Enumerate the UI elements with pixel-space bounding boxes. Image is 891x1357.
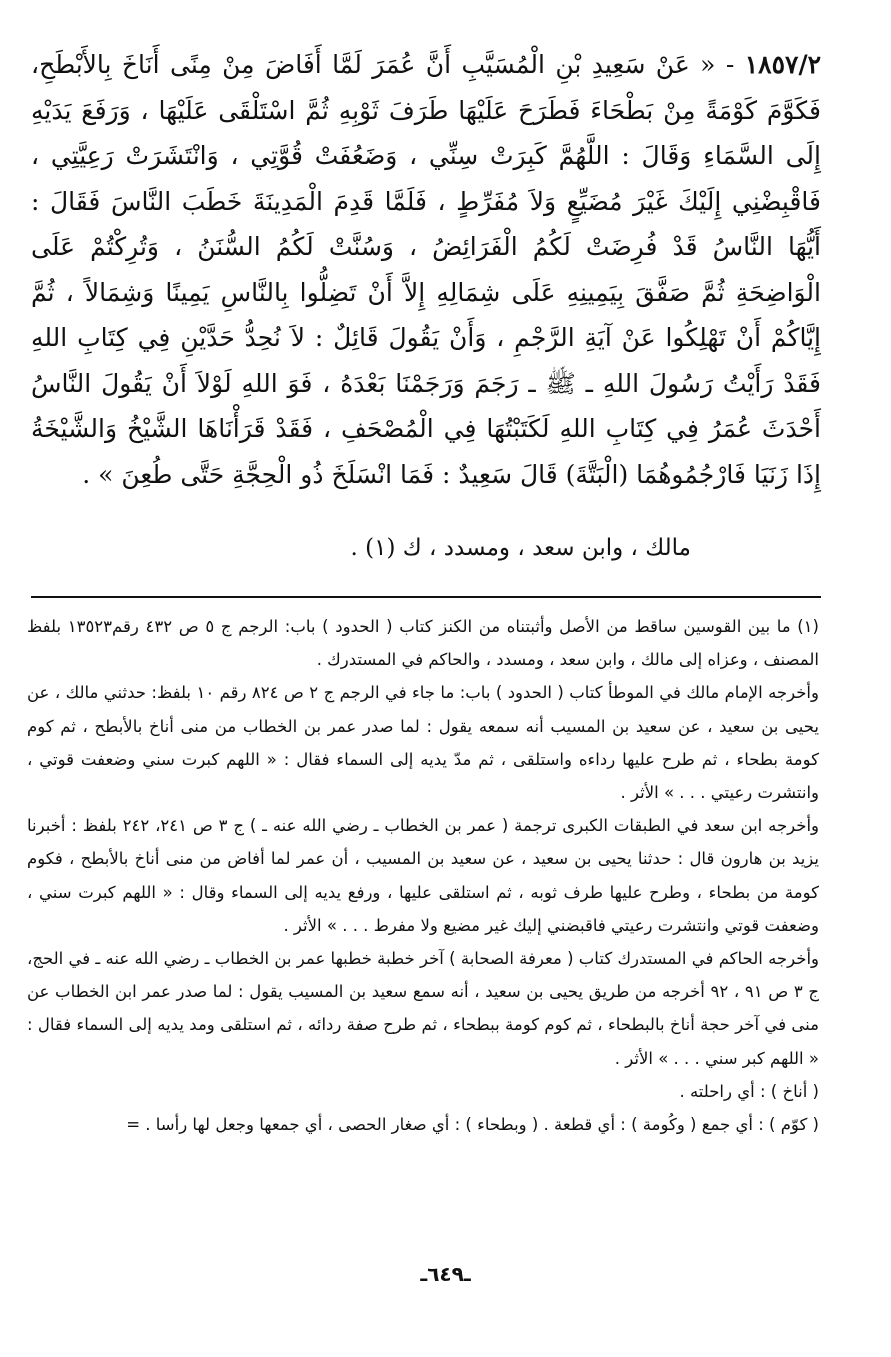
footnote-paragraph: وأخرجه الإمام مالك في الموطأ كتاب ( الحدود ) باب: ما جاء في الرجم ج ٢ ص ٨٢٤ رقم ١٠ بلفظ: حدثني مالك ، عن يحيى بن سعيد ، عن سعيد بن المسيب أنه سمعه يقول : لما صدر عمر بن الخطاب من منى أناخ بالأبطح ، ثم كوم كومة بطحاء ، ثم طرح عليها رداءه واستلقى ، ثم مدّ يديه إلى السماء فقال : « اللهم كبرت سني وضعفت قوتي ، وانتشرت رعيتي . . . » الأثر . [27, 683, 819, 803]
hadith-paragraph [31, 42, 821, 497]
hadith-sources: مالك ، وابن سعد ، ومسدد ، ك (١) . [350, 535, 691, 561]
page-number: ـ٦٤٩ـ [420, 1262, 471, 1286]
hadith-block [31, 42, 821, 497]
footnotes-block [27, 610, 819, 1141]
footnote-paragraph: ( أناخ ) : أي راحلته . [679, 1081, 819, 1101]
footnote-paragraph: وأخرجه الحاكم في المستدرك كتاب ( معرفة الصحابة ) آخر خطبة خطبها عمر بن الخطاب ـ رضي الله عنه ـ في الحج، ج ٣ ص ٩١ ، ٩٢ أخرجه من طريق يحيى بن سعيد ، أنه سمع سعيد بن المسيب يقول : لما صدر عمر ابن الخطاب عن منى في آخر حجة أناخ بالبطحاء ، ثم كوم كومة ببطحاء ، ثم طرح صفة ردائه ، ثم استلقى ومد يديه إلى السماء فقال : « اللهم كبر سني . . . » الأثر . [27, 949, 819, 1068]
footnote-paragraph: وأخرجه ابن سعد في الطبقات الكبرى ترجمة ( عمر بن الخطاب ـ رضي الله عنه ـ ) ج ٣ ص ٢٤١، ٢٤٢ بلفظ : أخبرنا يزيد بن هارون قال : حدثنا يحيى بن سعيد ، عن سعيد بن المسيب ، أن عمر لما أفاض من منى أناخ بالأبطح ، فكوم كومة من بطحاء ، وطرح عليها طرف ثوبه ، ثم استلقى عليها ، ورفع يديه إلى السماء وقال : « اللهم كبرت سني ، وضعفت قوتي وانتشرت رعيتي فاقبضني إليك غير مضيع ولا مفرط . . . » الأثر . [27, 816, 819, 935]
hadith-number: ١٨٥٧/٢ [744, 50, 822, 79]
footnote-paragraph: ( كوّم ) : أي جمع ( وكُومة ) : أي قطعة . ( وبطحاء ) : أي صغار الحصى ، أي جمعها وجعل لها رأسا . = [126, 1115, 819, 1135]
hadith-text: - « عَنْ سَعِيدِ بْنِ الْمُسَيَّبِ أَنَّ عُمَرَ لَمَّا أَفَاضَ مِنْ مِنًى أَنَاخَ بِالأَبْطَحِ، فَكَوَّمَ كَوْمَةً مِنْ بَطْحَاءَ فَطَرَحَ عَلَيْهَا طَرَفَ ثَوْبِهِ ثُمَّ اسْتَلْقَى عَلَيْهَا ، وَرَفَعَ يَدَيْهِ إِلَى السَّمَاءِ وَقَالَ : اللَّهُمَّ كَبِرَتْ سِنِّي ، وَضَعُفَتْ قُوَّتِي ، وَانْتَشَرَتْ رَعِيَّتِي ، فَاقْبِضْنِي إِلَيْكَ غَيْرَ مُضَيِّعٍ وَلاَ مُفَرِّطٍ ، فَلَمَّا قَدِمَ الْمَدِينَةَ خَطَبَ النَّاسَ فَقَالَ : أَيُّهَا النَّاسُ قَدْ فُرِضَتْ لَكُمُ الْفَرَائِضُ ، وَسُنَّتْ لَكُمُ السُّنَنُ ، وَتُرِكْتُمْ عَلَى الْوَاضِحَةِ ثُمَّ صَفَّقَ بِيَمِينِهِ عَلَى شِمَالِهِ إِلاَّ أَنْ تَضِلُّوا بِالنَّاسِ يَمِينًا وَشِمَالاً ، ثُمَّ إِيَّاكُمْ أَنْ تَهْلِكُوا عَنْ آيَةِ الرَّجْمِ ، وَأَنْ يَقُولَ قَائِلٌ : لاَ نُحِدُّ حَدَّيْنِ فِي كِتَابِ اللهِ فَقَدْ رَأَيْتُ رَسُولَ اللهِ ـ ﷺ ـ رَجَمَ وَرَجَمْنَا بَعْدَهُ ، فَوَ اللهِ لَوْلاَ أَنْ يَقُولَ النَّاسُ أَحْدَثَ عُمَرُ فِي كِتَابِ اللهِ لَكَتَبْتُهَا فِي الْمُصْحَفِ ، فَقَدْ قَرَأْنَاهَا الشَّيْخُ وَالشَّيْخَةُ إِذَا زَنَيَا فَارْجُمُوهُمَا (الْبَتَّةَ) قَالَ سَعِيدٌ : فَمَا انْسَلَخَ ذُو الْحِجَّةِ حَتَّى طُعِنَ » . [31, 50, 821, 489]
footnote-divider [31, 596, 821, 598]
footnote-paragraph: (١) ما بين القوسين ساقط من الأصل وأثبتناه من الكنز كتاب ( الحدود ) باب: الرجم ج ٥ ص ٤٣٢ رقم١٣٥٢٣ بلفظ المصنف ، وعزاه إلى مالك ، وابن سعد ، ومسدد ، والحاكم في المستدرك . [27, 617, 819, 670]
